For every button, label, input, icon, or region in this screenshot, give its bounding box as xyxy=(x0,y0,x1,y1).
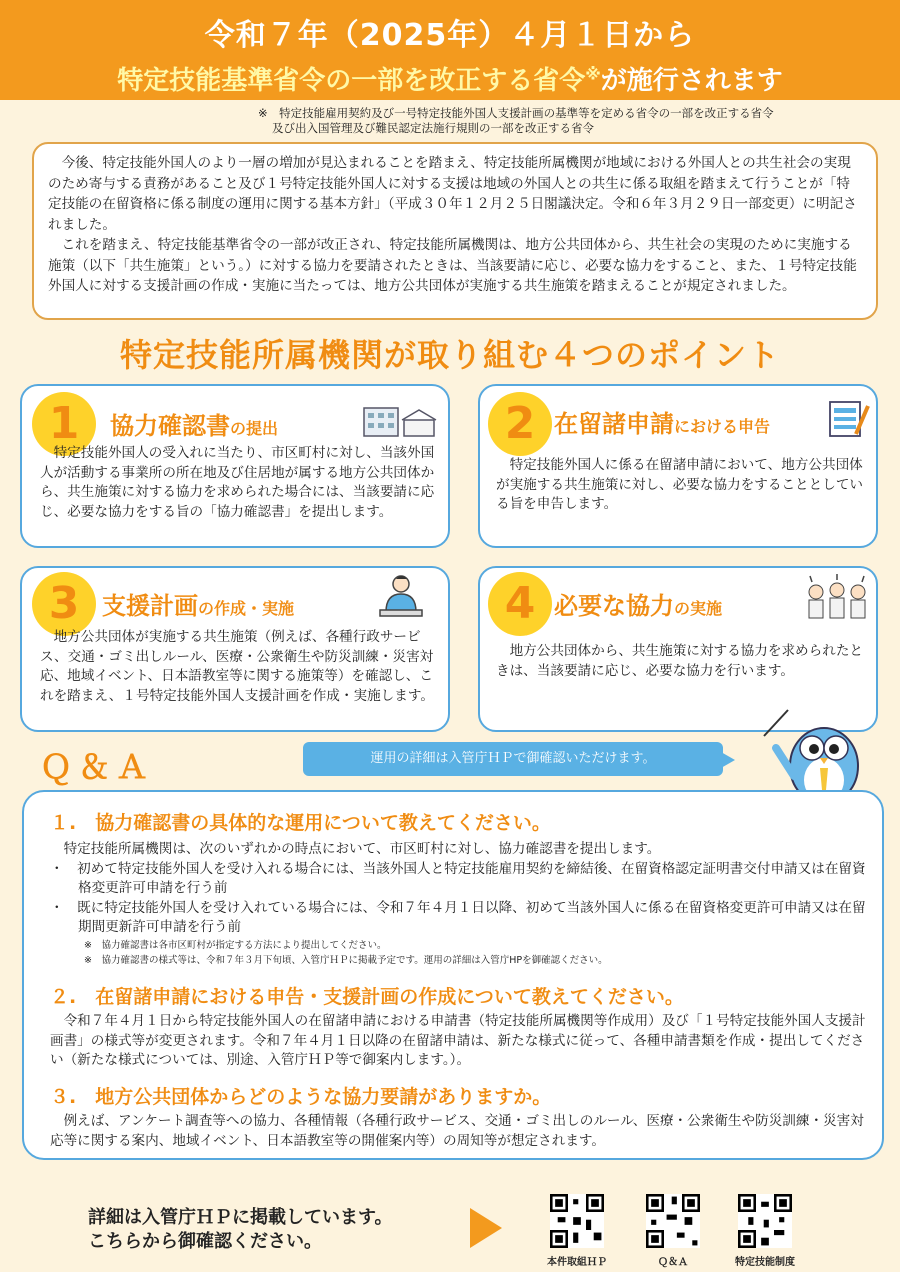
point-title-1 xyxy=(110,406,278,441)
intro-box xyxy=(32,142,878,320)
answer-1 xyxy=(50,840,868,968)
point-card-1 xyxy=(20,384,450,548)
intro-paragraph-2: これを踏まえ、特定技能基準省令の一部が改正され、特定技能所属機関は、地方公共団体から、共生社会の実現のために実施する施策（以下「共生施策」という。）に対する協力を要請されたときは、当該要請に応じ、必要な協力をすること、また、１号特定技能外国人に対する支援計画の作成・実施に当たっては、地方公共団体が実施する共生施策を踏まえることが規定されました。 xyxy=(48,237,857,294)
header-banner xyxy=(0,0,900,100)
question-3: ３. 地方公共団体からどのような協力要請がありますか。 xyxy=(50,1086,552,1108)
point-title-3 xyxy=(102,586,294,621)
footer-line-1: 詳細は入管庁ＨＰに掲載しています。 xyxy=(88,1207,393,1228)
qr-code-icon[interactable] xyxy=(738,1194,792,1248)
point-body-4 xyxy=(496,642,868,681)
qr-code-icon[interactable] xyxy=(646,1194,700,1248)
point-body-4-text: 地方公共団体から、共生施策に対する協力を求められたときは、当該要請に応じ、必要な協力を行います。 xyxy=(496,643,864,679)
header-title-mark: ※ xyxy=(585,64,601,84)
point-title-1-main: 協力確認書 xyxy=(110,412,230,440)
points-section-title: 特定技能所属機関が取り組む４つのポイント xyxy=(119,336,780,374)
point-body-1-text: 特定技能外国人の受入れに当たり、市区町村に対し、当該外国人が活動する事業所の所在地及び住居地が属する地方公共団体から、共生施策に対する協力を求められた場合には、当該要請に応じ、必要な協力をする旨の「協力確認書」を提出します。 xyxy=(40,445,435,520)
answer-1-note-2: ※ 協力確認書の様式等は、令和７年３月下旬頃、入管庁ＨＰに掲載予定です。運用の詳細は入管庁HPを御確認ください。 xyxy=(84,954,608,966)
point-number-3: 3 xyxy=(32,572,96,636)
qr-code-icon[interactable] xyxy=(550,1194,604,1248)
footer-line-2: こちらから御確認ください。 xyxy=(88,1231,322,1252)
point-title-2 xyxy=(554,404,770,439)
building-icon xyxy=(358,400,438,440)
office-worker-icon xyxy=(376,572,426,620)
point-body-1 xyxy=(40,444,440,522)
answer-3-text: 例えば、アンケート調査等への協力、各種情報（各種行政サービス、交通・ゴミ出しのルール、医療・公衆衛生や防災訓練・災害対応等に関する案内、地域イベント、日本語教室等の開催案内等）の周知等が想定されます。 xyxy=(50,1113,864,1149)
answer-1-bullet-2: ・ 既に特定技能外国人を受け入れている場合には、令和７年４月１日以降、初めて当該外国人に係る在留資格変更許可申請又は在留期間更新許可申請を行う前 xyxy=(50,899,866,935)
header-footnote xyxy=(258,106,888,136)
header-title-line xyxy=(0,60,900,97)
answer-1-note-1: ※ 協力確認書は各市区町村が指定する方法により提出してください。 xyxy=(84,939,387,951)
footnote-line-1: ※ 特定技能雇用契約及び一号特定技能外国人支援計画の基準等を定める省令の一部を改正する省令 xyxy=(258,106,774,120)
point-title-4-main: 必要な協力 xyxy=(554,592,674,620)
point-number-1: 1 xyxy=(32,392,96,456)
header-title-tail: が施行されます xyxy=(600,66,783,96)
point-title-4 xyxy=(554,586,722,621)
footer-text xyxy=(88,1206,393,1254)
header-title-main: 特定技能基準省令の一部を改正する省令 xyxy=(117,66,586,96)
question-1: １. 協力確認書の具体的な運用について教えてください。 xyxy=(50,812,551,834)
question-2: ２. 在留諸申請における申告・支援計画の作成について教えてください。 xyxy=(50,986,684,1008)
answer-1-bullet-1: ・ 初めて特定技能外国人を受け入れる場合には、当該外国人と特定技能雇用契約を締結後、在留資格認定証明書交付申請又は在留資格変更許可申請を行う前 xyxy=(50,860,866,896)
qa-box xyxy=(22,790,884,1160)
point-title-2-sub: における申告 xyxy=(674,417,771,436)
qa-title: Ｑ＆Ａ xyxy=(40,748,155,786)
point-card-2 xyxy=(478,384,878,548)
qa-banner: 運用の詳細は入管庁ＨＰで御確認いただけます。 xyxy=(303,742,723,776)
point-body-2-text: 特定技能外国人に係る在留諸申請において、地方公共団体が実施する共生施策に対し、必要な協力をすることとしている旨を申告します。 xyxy=(496,457,864,512)
point-title-3-main: 支援計画 xyxy=(102,592,198,620)
point-body-3 xyxy=(40,628,440,706)
answer-3 xyxy=(50,1112,868,1151)
point-number-4: 4 xyxy=(488,572,552,636)
point-title-3-sub: の作成・実施 xyxy=(198,599,295,618)
point-title-4-sub: の実施 xyxy=(674,599,723,618)
point-number-2: 2 xyxy=(488,392,552,456)
point-body-2 xyxy=(496,456,868,515)
application-form-icon xyxy=(826,398,872,440)
footnote-line-2: 及び出入国管理及び難民認定法施行規則の一部を改正する省令 xyxy=(272,121,594,135)
arrow-right-icon xyxy=(470,1208,502,1248)
point-card-3 xyxy=(20,566,450,732)
qr-label-2: Ｑ＆Ａ xyxy=(658,1257,688,1268)
people-cheering-icon xyxy=(802,572,872,622)
qr-label-3: 特定技能制度 xyxy=(735,1257,795,1268)
answer-2 xyxy=(50,1012,868,1071)
point-title-1-sub: の提出 xyxy=(230,419,279,438)
answer-1-intro: 特定技能所属機関は、次のいずれかの時点において、市区町村に対し、協力確認書を提出します。 xyxy=(63,841,661,857)
answer-2-text: 令和７年４月１日から特定技能外国人の在留諸申請における申請書（特定技能所属機関等作成用）及び「１号特定技能外国人支援計画書」の様式等が変更されます。令和７年４月１日以降の在留諸申請は、新たな様式に従って、各種申請書類を作成・提出してください（新たな様式については、別途、入管庁ＨＰ等で御案内します。）。 xyxy=(50,1013,866,1068)
point-title-2-main: 在留諸申請 xyxy=(554,410,674,438)
header-date-line: 令和７年（2025年）４月１日から xyxy=(204,18,696,53)
point-body-3-text: 地方公共団体が実施する共生施策（例えば、各種行政サービス、交通・ゴミ出しルール、医療・公衆衛生や防災訓練・災害対応、地域イベント、日本語教室等に関する施策等）を確認し、これを踏まえ、１号特定技能外国人支援計画を作成・実施します。 xyxy=(40,629,434,704)
qr-label-1: 本件取組ＨＰ xyxy=(547,1257,607,1268)
intro-paragraph-1: 今後、特定技能外国人のより一層の増加が見込まれることを踏まえ、特定技能所属機関が地域における外国人との共生社会の実現のため寄与する責務があること及び１号特定技能外国人に対する支援は地域の外国人との共生に係る取組を踏まえて行うことが「特定技能の在留資格に係る制度の運用に関する基本方針」（平成３０年１２月２５日閣議決定。令和６年３月２９日一部変更）に明記されました。 xyxy=(48,155,857,233)
